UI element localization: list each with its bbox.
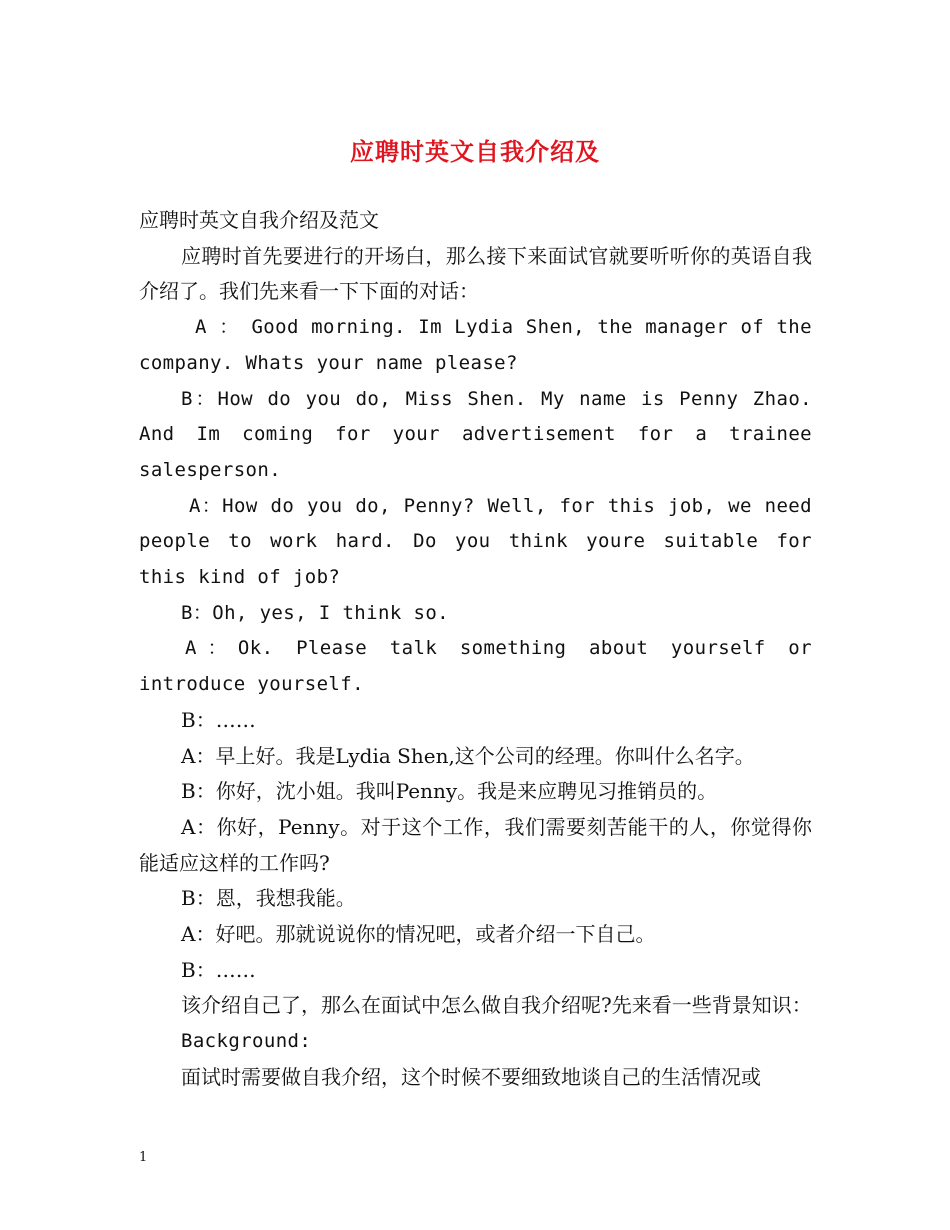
dialogue-line-en-1: A ： Good morning. Im Lydia Shen, the manager of the company. Whats your name please? bbox=[139, 316, 812, 374]
paragraph-background: 面试时需要做自我介绍，这个时候不要细致地谈自己的生活情况或 bbox=[181, 1064, 761, 1089]
dialogue-line-en-5: A：Ok. Please talk something about yourself or introduce yourself. bbox=[139, 637, 812, 696]
dialogue-line-en-4: B：Oh, yes, I think so. bbox=[181, 601, 450, 624]
paragraph-intro: 应聘时首先要进行的开场白，那么接下来面试官就要听听你的英语自我介绍了。我们先来看一下下面的对话： bbox=[139, 243, 812, 304]
dialogue-line-en-6: B：…… bbox=[181, 707, 256, 732]
page-number: 1 bbox=[139, 1150, 148, 1165]
subtitle: 应聘时英文自我介绍及范文 bbox=[139, 208, 379, 232]
dialogue-line-cn-2: B：你好，沈小姐。我叫Penny。我是来应聘见习推销员的。 bbox=[181, 779, 718, 804]
dialogue-line-cn-4: B：恩，我想我能。 bbox=[181, 886, 356, 911]
dialogue-line-en-3: A：How do you do, Penny? Well, for this job, we need people to work hard. Do you think youre suitable for this kind of job? bbox=[139, 494, 812, 589]
document-body bbox=[139, 203, 812, 1096]
dialogue-line-cn-6: B：…… bbox=[181, 957, 256, 982]
dialogue-line-en-2: B：How do you do, Miss Shen. My name is Penny Zhao. And Im coming for your advertisement for a trainee salesperson. bbox=[139, 387, 812, 481]
dialogue-line-cn-1: A：早上好。我是Lydia Shen,这个公司的经理。你叫什么名字。 bbox=[181, 743, 755, 768]
page-title: 应聘时英文自我介绍及 bbox=[350, 137, 600, 166]
dialogue-line-cn-3: A：你好，Penny。对于这个工作，我们需要刻苦能干的人，你觉得你能适应这样的工作吗? bbox=[139, 814, 812, 875]
paragraph-transition: 该介绍自己了，那么在面试中怎么做自我介绍呢?先来看一些背景知识： bbox=[181, 993, 812, 1018]
section-heading-background: Background: bbox=[181, 1030, 312, 1053]
dialogue-line-cn-5: A：好吧。那就说说你的情况吧，或者介绍一下自己。 bbox=[181, 922, 656, 947]
